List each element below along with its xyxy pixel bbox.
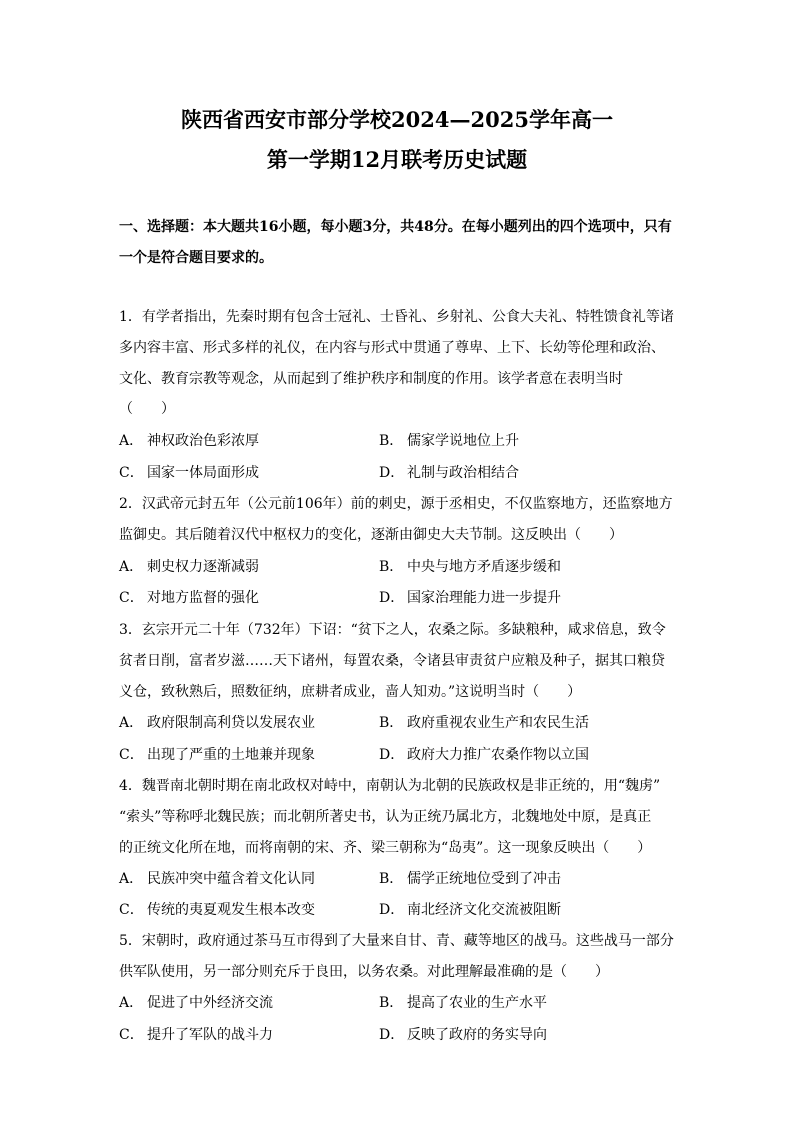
option-key: A． xyxy=(119,871,144,887)
option-b[interactable] xyxy=(379,557,561,577)
option-text: 提高了农业的生产水平 xyxy=(407,995,547,1011)
question-text-line: 监御史。其后随着汉代中枢权力的变化，逐渐由御史大夫节制。这反映出（ ） xyxy=(119,527,623,543)
option-text: 政府限制高利贷以发展农业 xyxy=(147,715,315,731)
option-c[interactable] xyxy=(119,1025,273,1045)
option-text: 刺史权力逐渐减弱 xyxy=(147,559,259,575)
option-text: 南北经济文化交流被阻断 xyxy=(407,902,561,918)
option-a[interactable] xyxy=(119,557,259,577)
option-text: 儒家学说地位上升 xyxy=(407,433,519,449)
question-text-line: 义仓，致秋熟后，照数征纳，庶耕者成业，啬人知劝。”这说明当时（ ） xyxy=(119,684,582,700)
option-c[interactable] xyxy=(119,588,259,608)
option-a[interactable] xyxy=(119,869,315,889)
option-d[interactable] xyxy=(379,745,589,765)
section-heading: 一、选择题：本大题共16小题，每小题3分，共48分。在每小题列出的四个选项中，只有一个是符合题目要求的。 xyxy=(119,219,672,266)
question-text-line: 1．有学者指出，先秦时期有包含士冠礼、士昏礼、乡射礼、公食大夫礼、特牲馈食礼等诸 xyxy=(119,309,674,325)
question-text-line: 3．玄宗开元二十年（732年）下诏：“贫下之人，农桑之际。多缺粮种，咸求倍息，致令 xyxy=(119,622,666,638)
question-text-line: 2．汉武帝元封五年（公元前106年）前的刺史，源于丞相史，不仅监察地方，还监察地方 xyxy=(119,496,673,512)
option-text: 民族冲突中蕴含着文化认同 xyxy=(147,871,315,887)
question-text-line: 贫者日削，富者岁滋……天下诸州，每置农桑，令诸县审责贫户应粮及种子，据其口粮贷 xyxy=(119,653,665,669)
question-text-line: 供军队使用，另一部分则充斥于良田，以务农桑。对此理解最准确的是（ ） xyxy=(119,964,609,980)
option-text: 反映了政府的务实导向 xyxy=(407,1027,547,1043)
option-text: 提升了军队的战斗力 xyxy=(147,1027,273,1043)
option-key: B． xyxy=(379,715,404,731)
option-b[interactable] xyxy=(379,431,519,451)
option-key: D． xyxy=(379,902,405,918)
title-line-2: 第一学期12月联考历史试题 xyxy=(266,147,528,172)
option-key: A． xyxy=(119,559,144,575)
question-text-line: 多内容丰富、形式多样的礼仪，在内容与形式中贯通了尊卑、上下、长幼等伦理和政治、 xyxy=(119,340,665,356)
option-d[interactable] xyxy=(379,1025,547,1045)
option-d[interactable] xyxy=(379,900,561,920)
option-text: 促进了中外经济交流 xyxy=(147,995,273,1011)
option-key: B． xyxy=(379,433,404,449)
option-text: 政府大力推广农桑作物以立国 xyxy=(407,747,589,763)
question-text-line: 文化、教育宗教等观念，从而起到了维护秩序和制度的作用。该学者意在表明当时 xyxy=(119,371,623,387)
option-text: 神权政治色彩浓厚 xyxy=(147,433,259,449)
title-line-1: 陕西省西安市部分学校2024—2025学年高一 xyxy=(181,107,613,132)
option-key: D． xyxy=(379,747,405,763)
option-key: C． xyxy=(119,747,144,763)
option-key: D． xyxy=(379,590,405,606)
option-key: C． xyxy=(119,902,144,918)
question-text-line: 4．魏晋南北朝时期在南北政权对峙中，南朝认为北朝的民族政权是非正统的，用“魏虏” xyxy=(119,778,661,794)
option-text: 对地方监督的强化 xyxy=(147,590,259,606)
option-key: A． xyxy=(119,995,144,1011)
option-text: 传统的夷夏观发生根本改变 xyxy=(147,902,315,918)
option-key: C． xyxy=(119,1027,144,1043)
option-a[interactable] xyxy=(119,993,273,1013)
option-a[interactable] xyxy=(119,713,315,733)
option-key: B． xyxy=(379,871,404,887)
option-c[interactable] xyxy=(119,745,315,765)
question-text-line: （ ） xyxy=(119,401,175,417)
option-text: 政府重视农业生产和农民生活 xyxy=(407,715,589,731)
option-key: D． xyxy=(379,465,405,481)
question-text-line: “索头”等称呼北魏民族；而北朝所著史书，认为正统乃属北方，北魏地处中原，是真正 xyxy=(119,809,652,825)
option-text: 礼制与政治相结合 xyxy=(407,465,519,481)
option-b[interactable] xyxy=(379,869,561,889)
option-text: 出现了严重的土地兼并现象 xyxy=(147,747,315,763)
option-text: 国家一体局面形成 xyxy=(147,465,259,481)
option-text: 中央与地方矛盾逐步缓和 xyxy=(407,559,561,575)
option-key: A． xyxy=(119,715,144,731)
option-a[interactable] xyxy=(119,431,259,451)
option-text: 国家治理能力进一步提升 xyxy=(407,590,561,606)
option-c[interactable] xyxy=(119,900,315,920)
question-text-line: 的正统文化所在地，而将南朝的宋、齐、梁三朝称为“岛夷”。这一现象反映出（ ） xyxy=(119,840,652,856)
option-key: B． xyxy=(379,995,404,1011)
option-key: D． xyxy=(379,1027,405,1043)
option-text: 儒学正统地位受到了冲击 xyxy=(407,871,561,887)
option-b[interactable] xyxy=(379,993,547,1013)
option-d[interactable] xyxy=(379,588,561,608)
option-key: A． xyxy=(119,433,144,449)
option-c[interactable] xyxy=(119,463,259,483)
question-text-line: 5．宋朝时，政府通过茶马互市得到了大量来自甘、青、藏等地区的战马。这些战马一部分 xyxy=(119,933,674,949)
option-b[interactable] xyxy=(379,713,589,733)
option-d[interactable] xyxy=(379,463,519,483)
option-key: B． xyxy=(379,559,404,575)
option-key: C． xyxy=(119,590,144,606)
option-key: C． xyxy=(119,465,144,481)
